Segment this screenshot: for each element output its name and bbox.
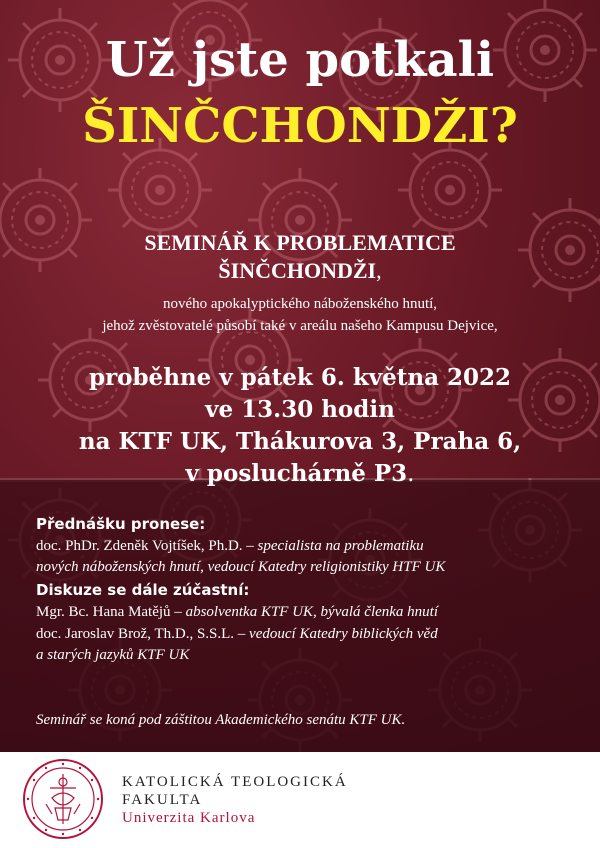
event-room-text: v posluchárně P3: [185, 460, 408, 487]
university-seal-icon: [22, 758, 104, 840]
panelist-2-role-line: [36, 645, 576, 666]
org-name-line-2: FAKULTA: [122, 792, 203, 808]
panelist-2-name: doc. Jaroslav Brož, Th.D., S.S.L. –: [36, 626, 246, 642]
lecturer-name: doc. PhDr. Zdeněk Vojtíšek, Ph.D. –: [36, 538, 254, 554]
panelist-2-role-1: vedoucí Katedry biblických věd: [249, 626, 438, 642]
seminar-title-name: ŠINČCHONDŽI: [218, 258, 377, 283]
seminar-title-line-2: [0, 258, 600, 284]
seminar-description-line-2: jehož zvěstovatelé působí také v areálu našeho Kampusu Dejvice,: [102, 318, 498, 334]
headline-line-1: Už jste potkali: [105, 32, 495, 88]
org-university: Univerzita Karlova: [122, 810, 256, 826]
event-time: ve 13.30 hodin: [205, 396, 395, 423]
event-room: [0, 460, 600, 487]
panelist-1-role: absolventka KTF UK, bývalá členka hnutí: [185, 604, 439, 620]
lecture-heading: Přednášku pronese:: [36, 515, 206, 533]
lecturer-role-1: specialista na problematiku: [257, 538, 424, 554]
seminar-title-line-1: SEMINÁŘ K PROBLEMATICE: [144, 230, 456, 255]
panelist-1: [36, 602, 576, 623]
seminar-description-line-1: nového apokalyptického náboženského hnutí,: [162, 296, 438, 312]
panelist-1-name: Mgr. Bc. Hana Matějů –: [36, 604, 182, 620]
lecturer-role-line: [36, 557, 576, 578]
org-name-line-1: KATOLICKÁ TEOLOGICKÁ: [122, 774, 348, 790]
lecturer-role-2: nových náboženských hnutí, vedoucí Katedry religionistiky HTF UK: [36, 559, 446, 575]
event-place: na KTF UK, Thákurova 3, Praha 6,: [78, 428, 522, 455]
discussion-heading: Diskuze se dále zúčastní:: [36, 581, 250, 599]
seminar-title-comma: ,: [376, 258, 382, 283]
panelist-2: [36, 624, 576, 645]
headline-line-2: ŠINČCHONDŽI?: [82, 98, 518, 154]
lecturer-line: [36, 536, 576, 557]
event-date: proběhne v pátek 6. května 2022: [88, 364, 512, 391]
panelist-2-role-2: a starých jazyků KTF UK: [36, 647, 190, 663]
patronage-note: Seminář se koná pod záštitou Akademického senátu KTF UK.: [36, 712, 406, 728]
event-room-dot: .: [407, 461, 415, 487]
